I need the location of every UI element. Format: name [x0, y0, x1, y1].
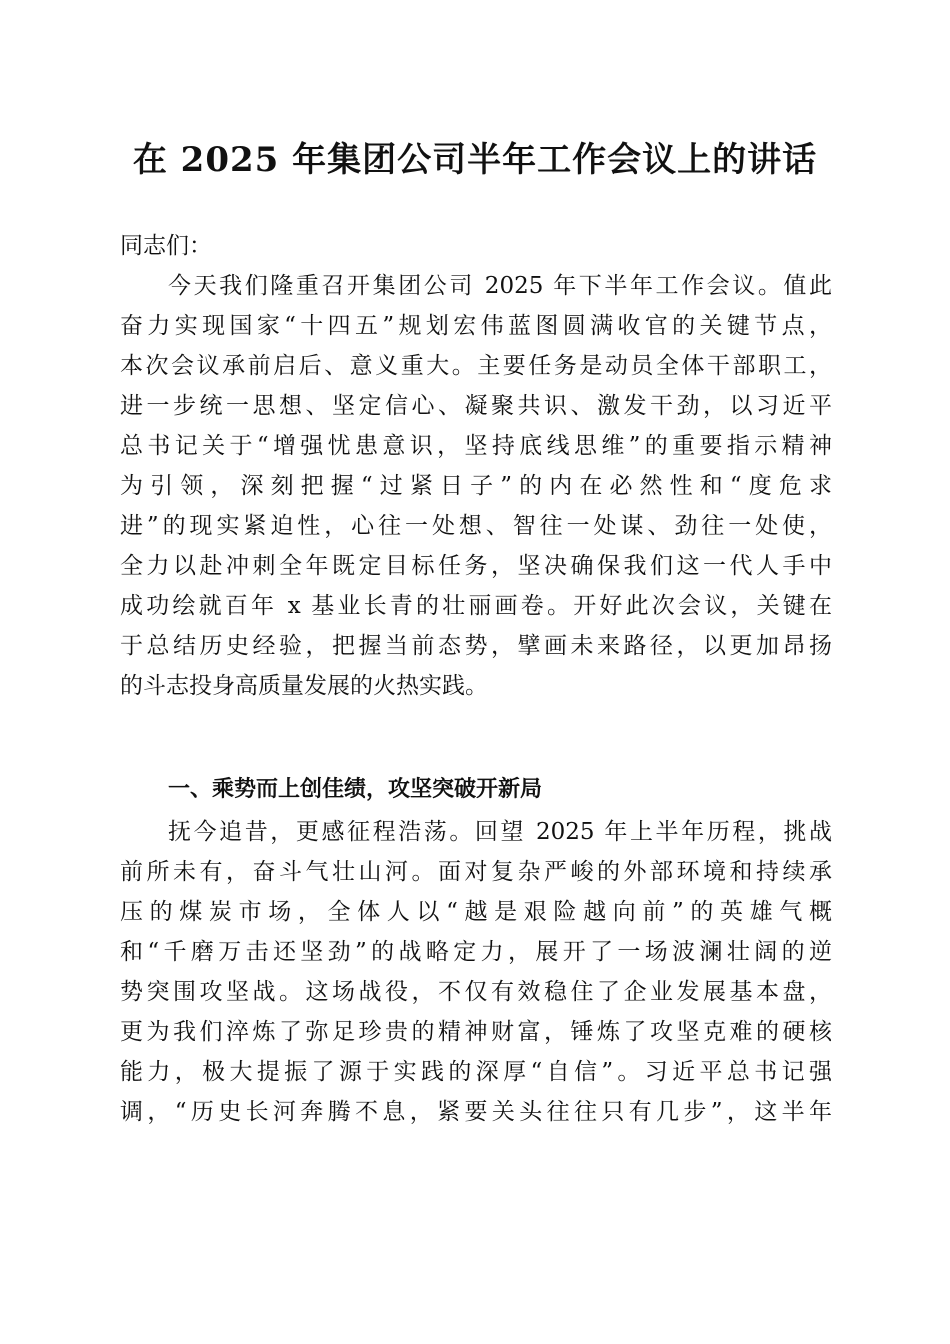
paragraph-line: 前所未有，奋斗气壮山河。面对复杂严峻的外部环境和持续承	[120, 859, 832, 885]
paragraph-line: 于总结历史经验，把握当前态势，擘画未来路径，以更加昂扬	[120, 633, 832, 659]
paragraph-line: 为引领，深刻把握“过紧日子”的内在必然性和“度危求	[120, 473, 832, 499]
paragraph-line: 更为我们淬炼了弥足珍贵的精神财富，锤炼了攻坚克难的硬核	[120, 1019, 832, 1045]
paragraph-line: 和“千磨万击还坚劲”的战略定力，展开了一场波澜壮阔的逆	[120, 939, 832, 965]
paragraph-line: 成功绘就百年 x 基业长青的壮丽画卷。开好此次会议，关键在	[120, 593, 832, 619]
paragraph-line: 本次会议承前启后、意义重大。主要任务是动员全体干部职工，	[120, 353, 832, 379]
paragraph-line: 今天我们隆重召开集团公司 2025 年下半年工作会议。值此	[168, 273, 832, 299]
salutation: 同志们：	[120, 233, 212, 259]
document-title: 在 2025 年集团公司半年工作会议上的讲话	[132, 140, 818, 180]
paragraph-line: 调，“历史长河奔腾不息，紧要关头往往只有几步”，这半年	[120, 1099, 832, 1125]
intro-paragraph	[120, 266, 832, 706]
paragraph-line: 的斗志投身高质量发展的火热实践。	[120, 673, 488, 699]
section-heading: 一、乘势而上创佳绩，攻坚突破开新局	[168, 777, 543, 802]
paragraph-line: 压的煤炭市场，全体人以“越是艰险越向前”的英雄气概	[120, 899, 832, 925]
paragraph-line: 进一步统一思想、坚定信心、凝聚共识、激发干劲，以习近平	[120, 393, 832, 419]
paragraph-line: 进”的现实紧迫性，心往一处想、智往一处谋、劲往一处使，	[120, 513, 832, 539]
section-paragraph	[120, 812, 832, 1132]
paragraph-line: 奋力实现国家“十四五”规划宏伟蓝图圆满收官的关键节点，	[120, 313, 832, 339]
paragraph-line: 势突围攻坚战。这场战役，不仅有效稳住了企业发展基本盘，	[120, 979, 832, 1005]
paragraph-line: 全力以赴冲刺全年既定目标任务，坚决确保我们这一代人手中	[120, 553, 832, 579]
paragraph-line: 抚今追昔，更感征程浩荡。回望 2025 年上半年历程，挑战	[168, 819, 832, 845]
paragraph-line: 能力，极大提振了源于实践的深厚“自信”。习近平总书记强	[120, 1059, 832, 1085]
paragraph-line: 总书记关于“增强忧患意识，坚持底线思维”的重要指示精神	[120, 433, 832, 459]
